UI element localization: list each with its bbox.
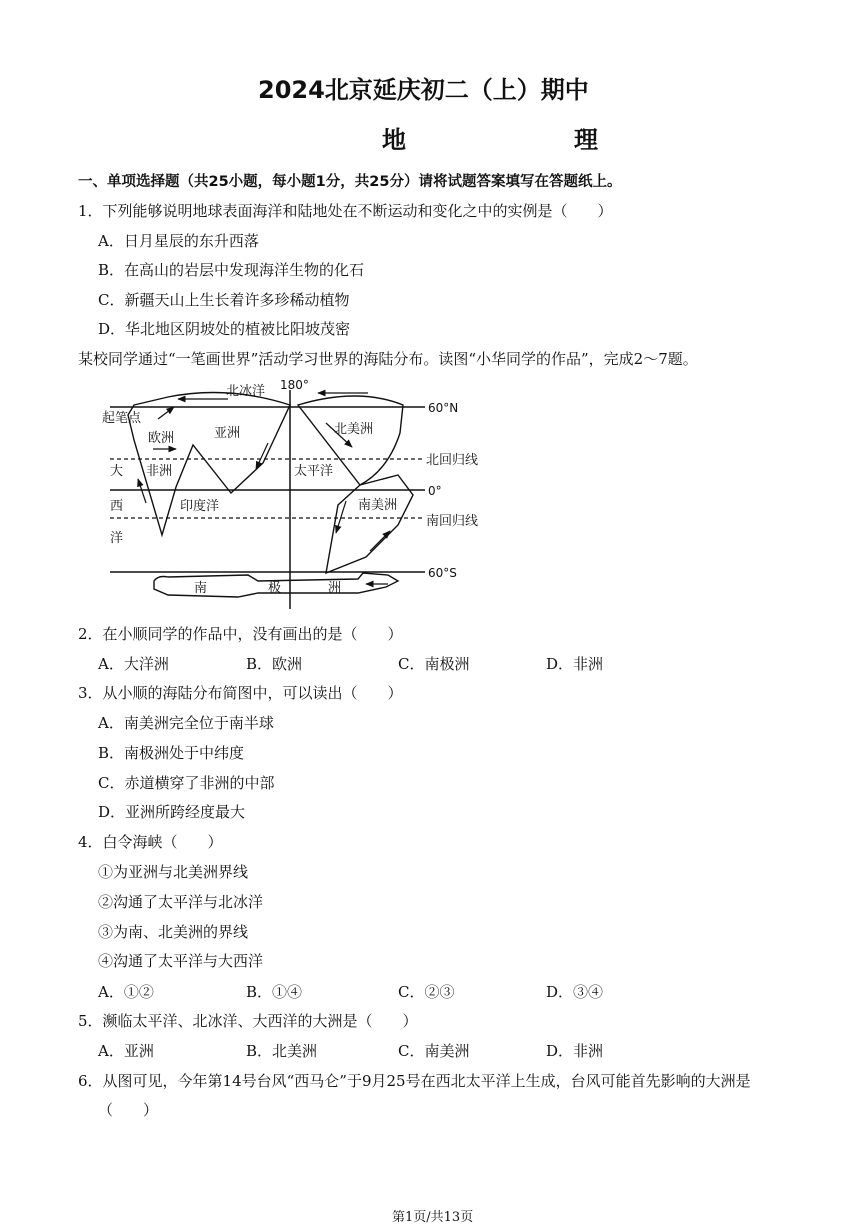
question-1-option-b: B．在高山的岩层中发现海洋生物的化石 [98, 261, 365, 279]
label-pacific: 太平洋 [294, 464, 334, 479]
question-5-option-b: B．北美洲 [246, 1042, 318, 1060]
arrow-samerica-2 [370, 531, 390, 551]
label-tropic-n: 北回归线 [426, 453, 479, 468]
question-2-option-b: B．欧洲 [246, 655, 303, 673]
label-ant-1: 南 [194, 581, 208, 596]
question-5-option-a: A．亚洲 [98, 1042, 154, 1060]
question-2-option-a: A．大洋洲 [98, 655, 169, 673]
subject-title: 地 理 [382, 126, 638, 154]
section-heading: 一、单项选择题（共25小题，每小题1分，共25分）请将试题答案填写在答题纸上。 [78, 174, 622, 190]
question-4-option-a: A．①② [98, 983, 154, 1001]
label-africa: 非洲 [146, 464, 173, 479]
label-equator: 0° [428, 484, 442, 498]
label-lat-60s: 60°S [428, 566, 457, 580]
question-3-option-c: C．赤道横穿了非洲的中部 [98, 774, 275, 792]
question-6-blank: （ ） [98, 1101, 159, 1119]
question-4-option-d: D．③④ [546, 983, 604, 1001]
label-samerica: 南美洲 [358, 498, 398, 513]
question-2-option-c: C．南极洲 [398, 655, 470, 673]
question-3-option-b: B．南极洲处于中纬度 [98, 744, 245, 762]
page-footer: 第1页/共13页 [392, 1210, 474, 1225]
label-indian: 印度洋 [180, 499, 220, 514]
label-ant-3: 洲 [328, 581, 342, 596]
label-lat-60n: 60°N [428, 401, 459, 415]
question-2-option-d: D．非洲 [546, 655, 604, 673]
question-5-stem: 5．濒临太平洋、北冰洋、大西洋的大洲是（ ） [78, 1012, 418, 1030]
label-arctic: 北冰洋 [226, 384, 266, 399]
label-tropic-s: 南回归线 [426, 514, 479, 529]
label-start: 起笔点 [102, 411, 142, 426]
question-4-item-3: ③为南、北美洲的界线 [98, 923, 249, 941]
label-ant-2: 极 [268, 581, 282, 596]
label-asia: 亚洲 [214, 426, 241, 441]
arrow-atlantic [138, 479, 146, 503]
arrow-start [158, 407, 174, 419]
question-1-option-a: A．日月星辰的东升西落 [98, 232, 259, 250]
group-intro: 某校同学通过“一笔画世界”活动学习世界的海陆分布。读图“小华同学的作品”，完成2～7题。 [78, 350, 698, 368]
question-1-option-d: D．华北地区阴坡处的植被比阳坡茂密 [98, 320, 351, 338]
question-3-stem: 3．从小顺的海陆分布简图中，可以读出（ ） [78, 684, 403, 702]
label-atl-2: 西 [110, 499, 124, 514]
question-4-item-4: ④沟通了太平洋与大西洋 [98, 952, 264, 970]
question-5-option-c: C．南美洲 [398, 1042, 470, 1060]
question-3-option-a: A．南美洲完全位于南半球 [98, 714, 274, 732]
question-4-option-b: B．①④ [246, 983, 303, 1001]
question-2-stem: 2．在小顺同学的作品中，没有画出的是（ ） [78, 625, 403, 643]
question-1-stem: 1．下列能够说明地球表面海洋和陆地处在不断运动和变化之中的实例是（ ） [78, 202, 613, 220]
question-4-item-2: ②沟通了太平洋与北冰洋 [98, 893, 264, 911]
world-sea-land-figure [98, 375, 518, 615]
question-1-option-c: C．新疆天山上生长着许多珍稀动植物 [98, 291, 350, 309]
label-namerica: 北美洲 [334, 422, 374, 437]
label-europe: 欧洲 [148, 431, 175, 446]
question-6-stem: 6．从图可见，今年第14号台风“西马仑”于9月25号在西北太平洋上生成，台风可能首先影响的大洲是 [78, 1072, 751, 1090]
label-lon-180: 180° [280, 378, 309, 392]
label-atl-1: 大 [110, 464, 124, 479]
question-4-item-1: ①为亚洲与北美洲界线 [98, 863, 249, 881]
page-title: 2024北京延庆初二（上）期中 [258, 76, 589, 104]
question-5-option-d: D．非洲 [546, 1042, 604, 1060]
question-4-option-c: C．②③ [398, 983, 455, 1001]
label-atl-3: 洋 [110, 531, 124, 546]
question-4-stem: 4．白令海峡（ ） [78, 833, 223, 851]
question-3-option-d: D．亚洲所跨经度最大 [98, 803, 246, 821]
